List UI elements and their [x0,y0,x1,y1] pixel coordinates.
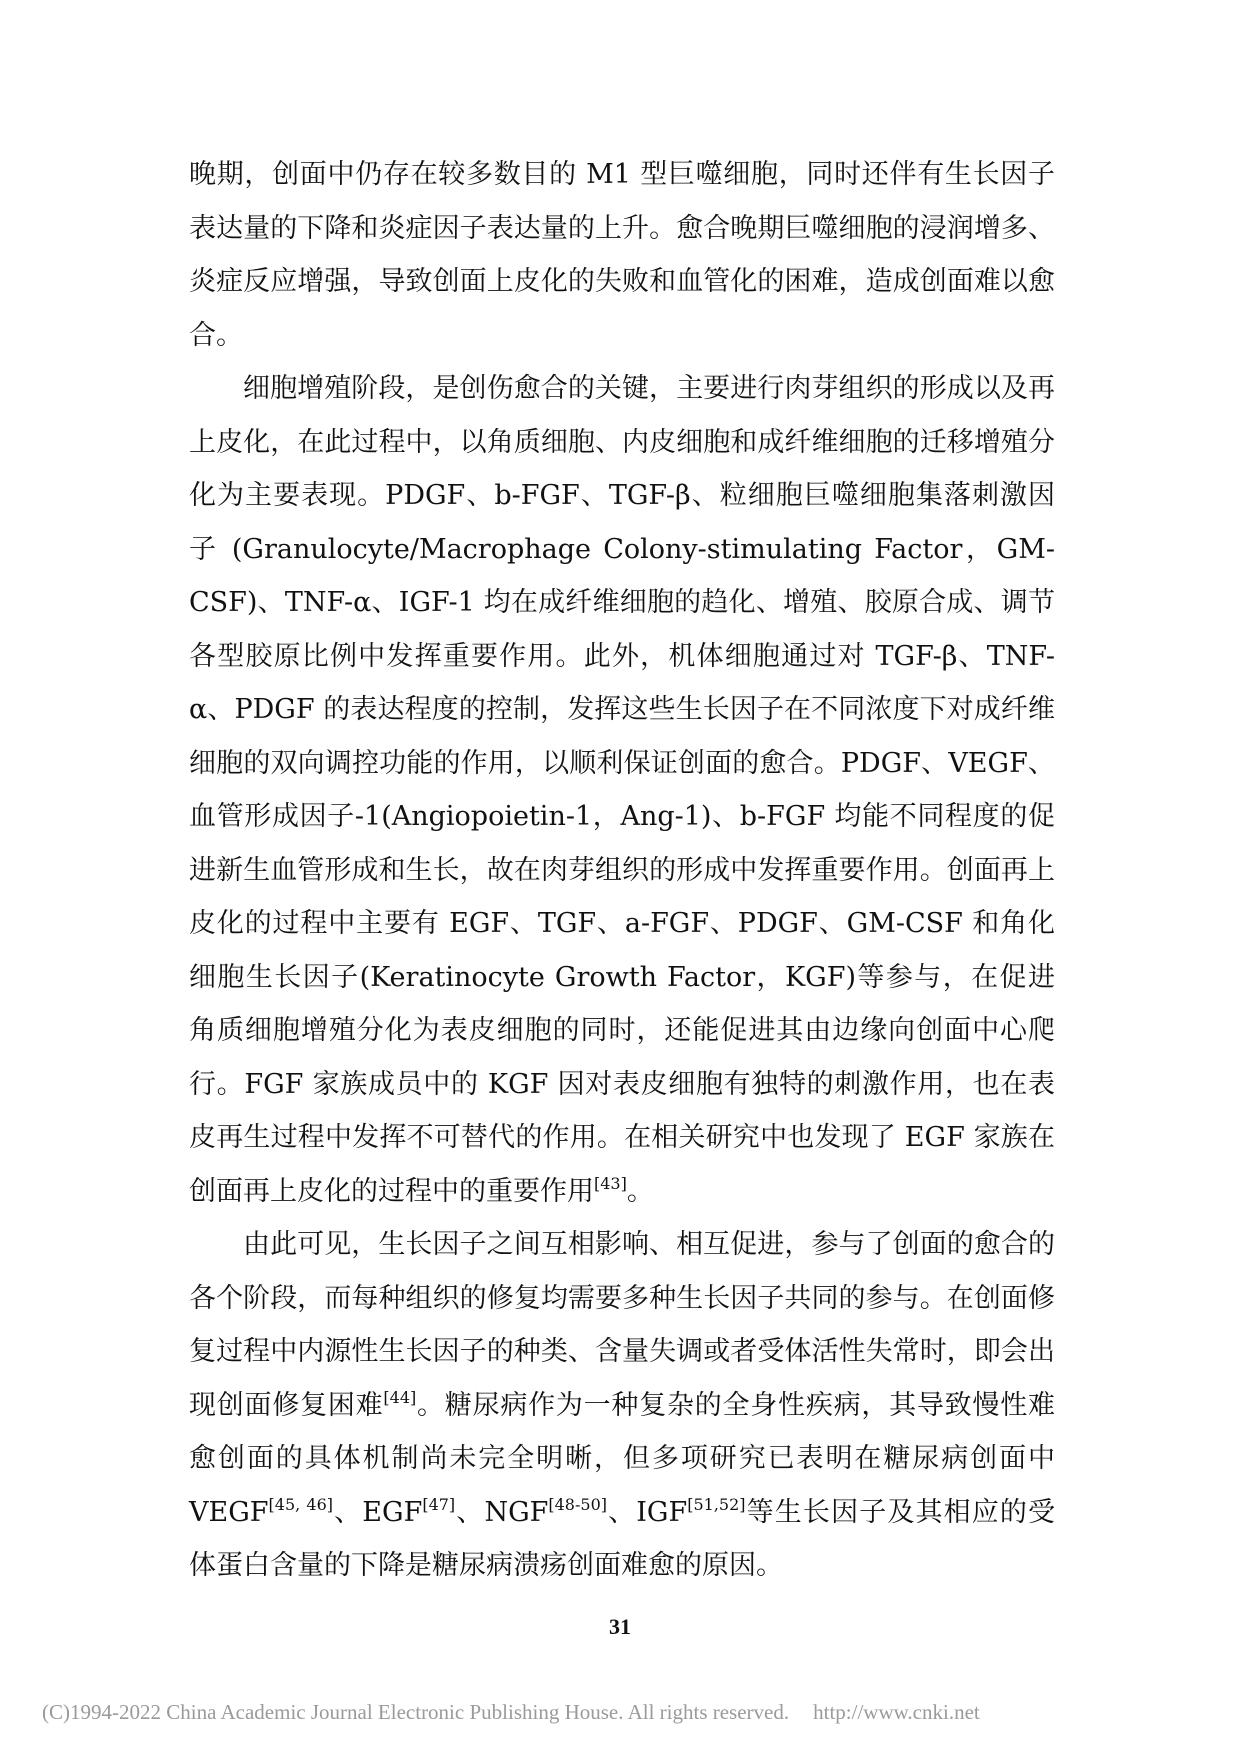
citation-reference: [47] [422,1494,456,1514]
paragraph-text: 由此可见，生长因子之间互相影响、相互促进，参与了创面的愈合的各个阶段，而每种组织的修复均需要多种生长因子共同的参与。在创面修复过程中内源性生长因子的种类、含量失调或者受体活性失常时，即会出现创面修复困难 [189,1229,1055,1421]
paragraph-text: 等生长因子及其相应的受体蛋白含量的下降是糖尿病溃疡创面难愈的原因。 [189,1496,1056,1581]
citation-reference: [51,52] [687,1494,746,1514]
paragraph-text: 、NGF [455,1496,549,1528]
paragraph-text: 、EGF [333,1496,423,1528]
paragraph-text: 晚期，创面中仍存在较多数目的 M1 型巨噬细胞，同时还伴有生长因子表达量的下降和炎症因子表达量的上升。愈合晚期巨噬细胞的浸润增多、炎症反应增强，导致创面上皮化的失败和血管化的困难，造成创面难以愈合。 [189,159,1055,351]
citation-reference: [44] [383,1387,417,1407]
paragraph-text: 。 [626,1175,654,1207]
copyright-footer [42,1700,980,1725]
citation-reference: [48-50] [548,1494,607,1514]
paragraph-text: 、IGF [606,1496,688,1528]
page-body [189,148,1055,1593]
copyright-text: (C)1994-2022 China Academic Journal Electronic Publishing House. All rights reserved. [42,1700,790,1724]
citation-reference: [43] [594,1173,627,1193]
page-number: 31 [609,1614,631,1639]
body-paragraph [189,362,1055,1218]
paragraph-text: 。糖尿病作为一种复杂的全身性疾病，其导致慢性难愈创面的具体机制尚未完全明晰，但多项研究已表明在糖尿病创面中 VEGF [189,1389,1056,1528]
paragraph-text: 细胞增殖阶段，是创伤愈合的关键，主要进行肉芽组织的形成以及再上皮化，在此过程中，以角质细胞、内皮细胞和成纤维细胞的迁移增殖分化为主要表现。PDGF、b-FGF、TGF-β、粒细胞巨噬细胞集落刺激因子 (Granulocyte/Macrophage Colony-stimulating Factor，GM-CSF)、TNF-α、IGF-1 均在成纤维细胞的趋化、增殖、胶原合成、调节各型胶原比例中发挥重要作用。此外，机体细胞通过对 TGF-β、TNF-α、PDGF 的表达程度的控制，发挥这些生长因子在不同浓度下对成纤维细胞的双向调控功能的作用，以顺利保证创面的愈合。PDGF、VEGF、血管形成因子-1(Angiopoietin-1，Ang-1)、b-FGF 均能不同程度的促进新生血管形成和生长，故在肉芽组织的形成中发挥重要作用。创面再上皮化的过程中主要有 EGF、TGF、a-FGF、PDGF、GM-CSF 和角化细胞生长因子(Keratinocyte Growth Factor，KGF)等参与，在促进角质细胞增殖分化为表皮细胞的同时，还能促进其由边缘向创面中心爬行。FGF 家族成员中的 KGF 因对表皮细胞有独特的刺激作用，也在表皮再生过程中发挥不可替代的作用。在相关研究中也发现了 EGF 家族在创面再上皮化的过程中的重要作用 [189,373,1055,1207]
footer-url: http://www.cnki.net [813,1700,980,1724]
body-paragraph [189,1218,1055,1593]
citation-reference: [45, 46] [268,1494,334,1514]
body-paragraph [189,148,1055,362]
